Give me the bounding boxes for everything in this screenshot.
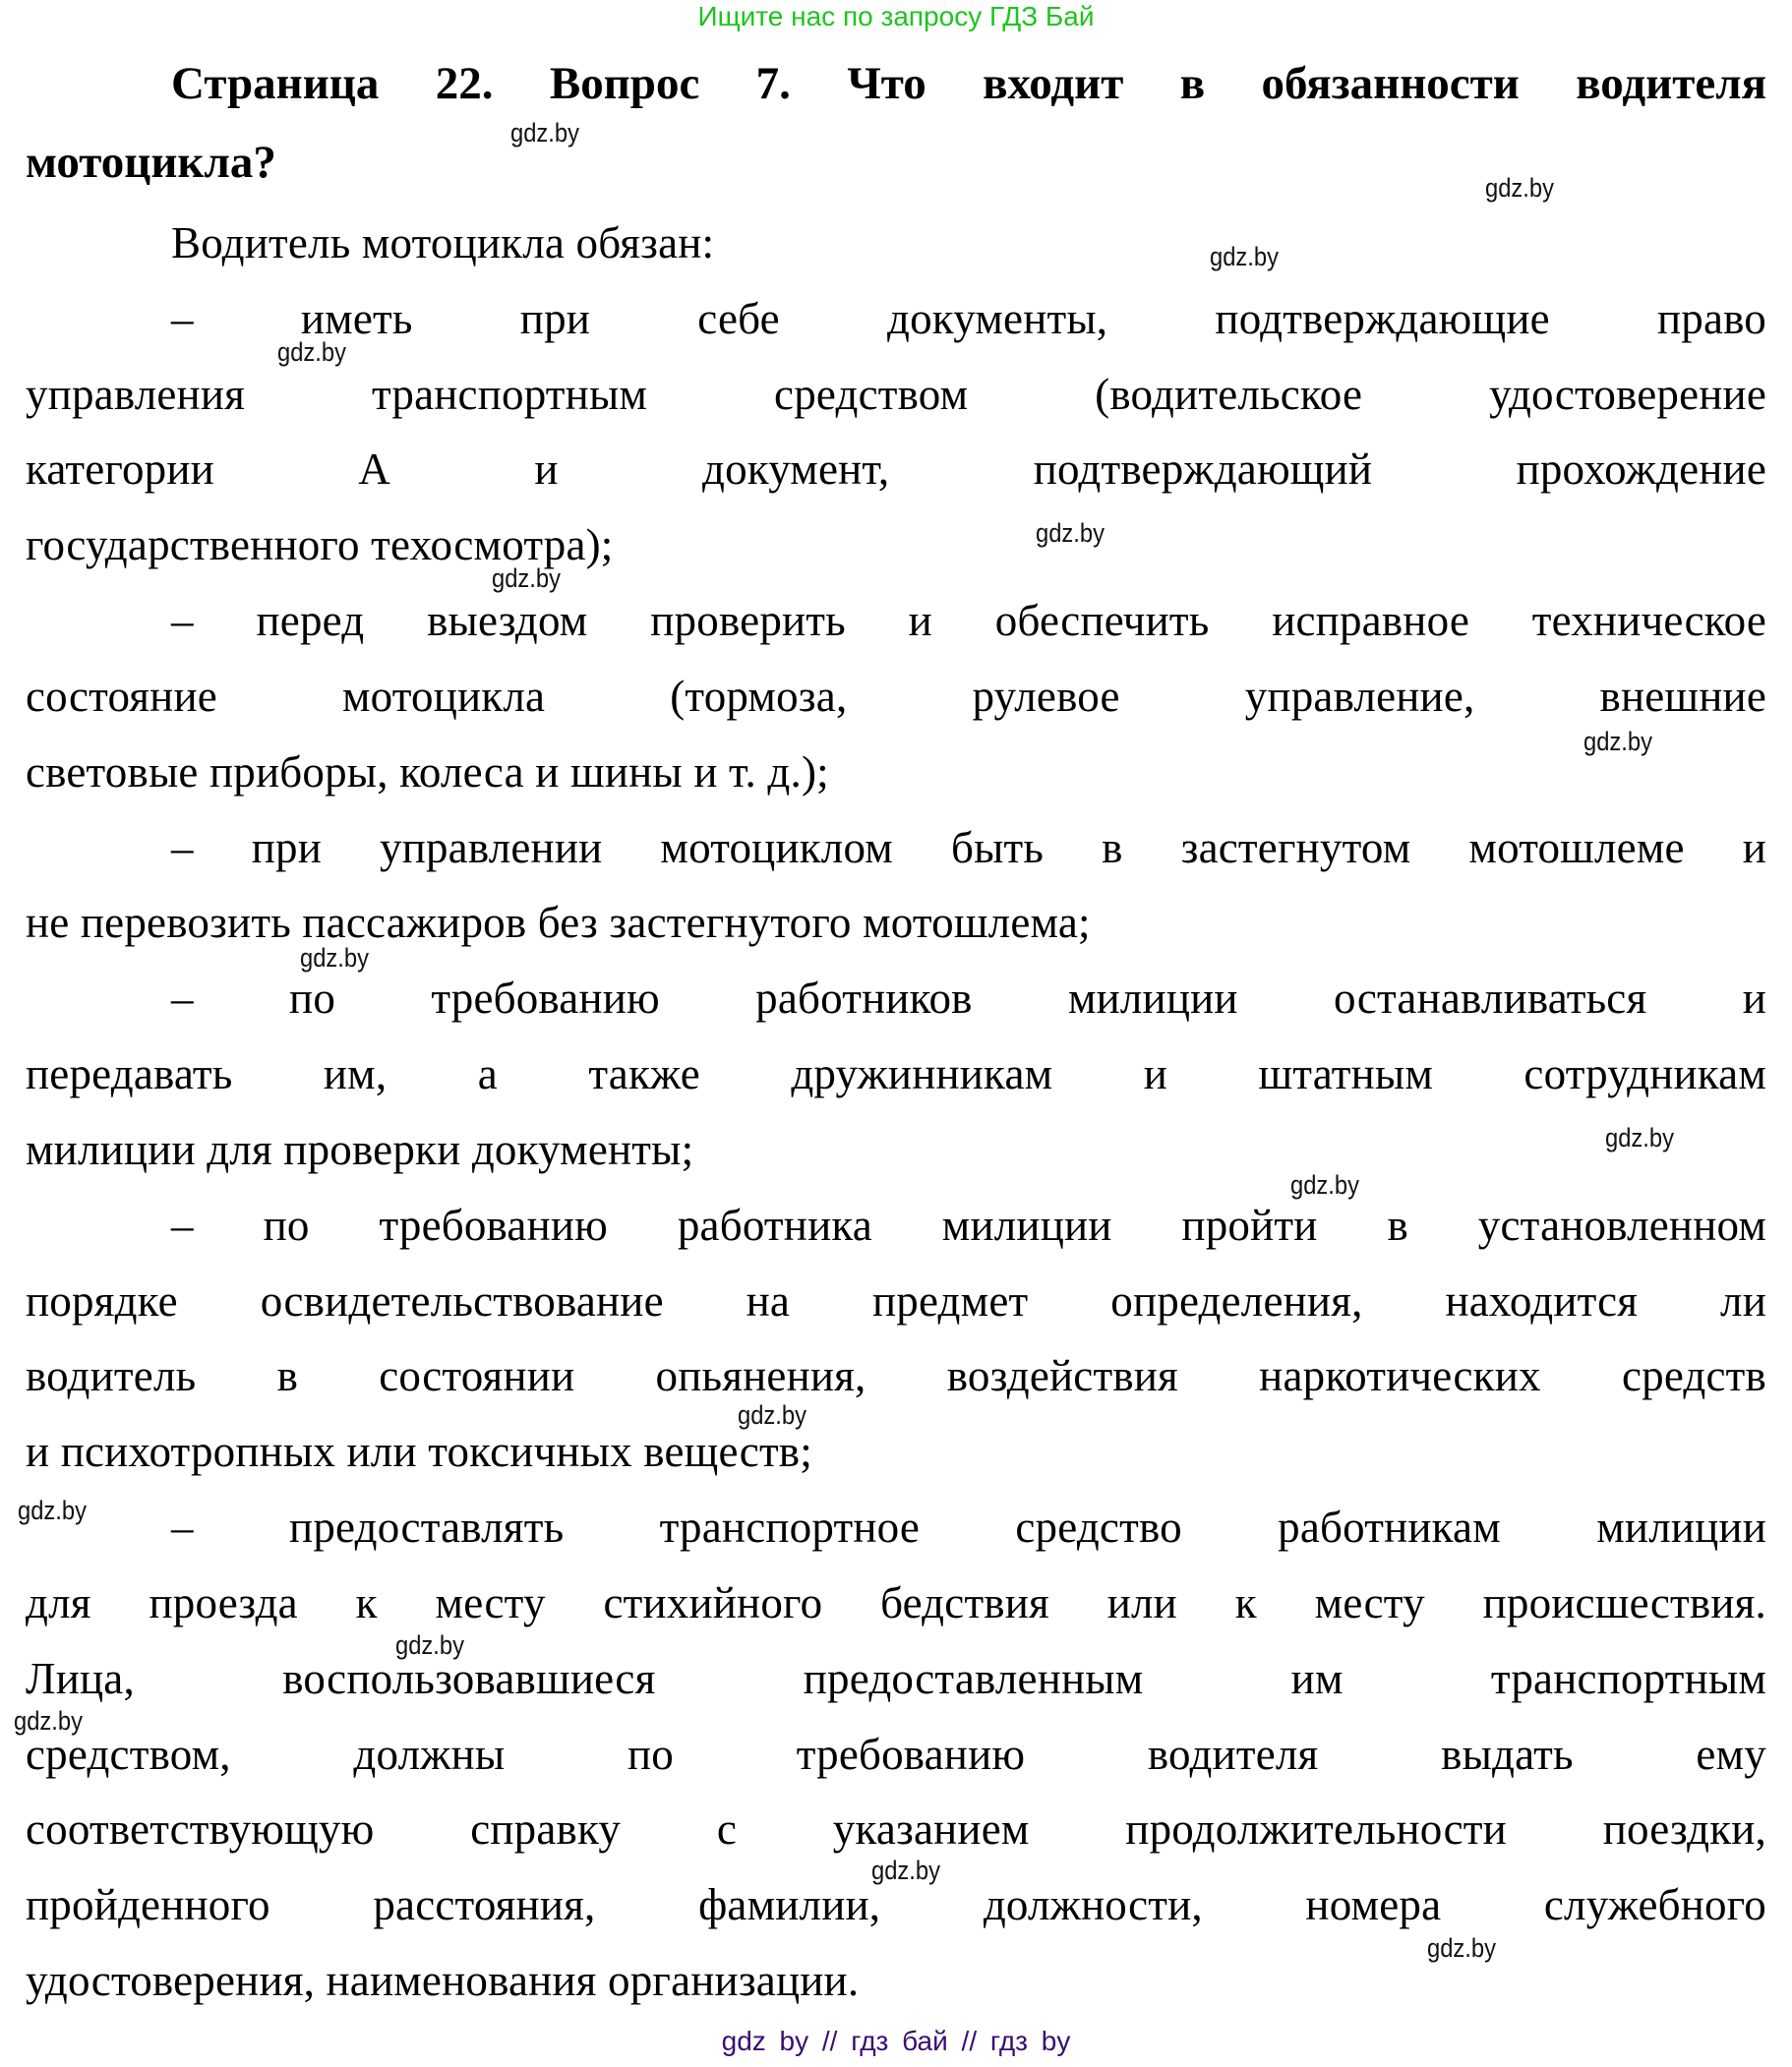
body-line: передавать им, а также дружинникам и штатным сотрудникам xyxy=(26,1049,1766,1098)
watermark: gdz.by xyxy=(277,337,347,367)
watermark: gdz.by xyxy=(1210,242,1280,271)
body-line: Водитель мотоцикла обязан: xyxy=(171,218,715,267)
watermark: gdz.by xyxy=(1290,1170,1360,1200)
watermark: gdz.by xyxy=(492,563,562,593)
body-line: милиции для проверки документы; xyxy=(26,1125,694,1174)
search-hint-banner: Ищите нас по запросу ГДЗ Бай xyxy=(697,1,1095,31)
watermark: gdz.by xyxy=(18,1496,88,1525)
body-line: соответствующую справку с указанием продолжительности поездки, xyxy=(26,1804,1766,1854)
body-line: государственного техосмотра); xyxy=(26,520,614,569)
watermark: gdz.by xyxy=(738,1400,807,1430)
body-line: для проезда к месту стихийного бедствия или к месту происшествия. xyxy=(26,1578,1766,1627)
watermark: gdz.by xyxy=(871,1856,941,1885)
page-title-line-2: мотоцикла? xyxy=(26,137,276,188)
body-line: не перевозить пассажиров без застегнутого мотошлема; xyxy=(26,898,1091,947)
watermark: gdz.by xyxy=(395,1630,465,1660)
watermark: gdz.by xyxy=(300,943,370,973)
page-title-line-1: Страница 22. Вопрос 7. Что входит в обязанности водителя xyxy=(171,58,1766,109)
watermark: gdz.by xyxy=(1485,173,1555,203)
watermark: gdz.by xyxy=(510,118,580,148)
body-line: – по требованию работника милиции пройти в установленном xyxy=(171,1201,1766,1250)
body-line: световые приборы, колеса и шины и т. д.); xyxy=(26,747,829,797)
site-footer-links: gdz by // гдз бай // гдз by xyxy=(721,2026,1071,2056)
watermark: gdz.by xyxy=(1036,518,1105,548)
watermark: gdz.by xyxy=(1427,1933,1497,1963)
body-line: порядке освидетельствование на предмет определения, находится ли xyxy=(26,1276,1766,1326)
body-line: – предоставлять транспортное средство работникам милиции xyxy=(171,1503,1766,1552)
body-line: категории А и документ, подтверждающий прохождение xyxy=(26,444,1766,494)
body-line: управления транспортным средством (водительское удостоверение xyxy=(26,370,1766,419)
watermark: gdz.by xyxy=(14,1706,84,1736)
body-line: – иметь при себе документы, подтверждающие право xyxy=(171,294,1766,343)
body-line: удостоверения, наименования организации. xyxy=(26,1956,860,2005)
body-line: и психотропных или токсичных веществ; xyxy=(26,1427,812,1476)
body-line: – перед выездом проверить и обеспечить исправное техническое xyxy=(171,596,1766,645)
body-line: пройденного расстояния, фамилии, должности, номера служебного xyxy=(26,1880,1766,1929)
watermark: gdz.by xyxy=(1583,727,1653,756)
body-line: водитель в состоянии опьянения, воздействия наркотических средств xyxy=(26,1351,1766,1400)
body-line: Лица, воспользовавшиеся предоставленным им транспортным xyxy=(26,1654,1766,1703)
body-line: состояние мотоцикла (тормоза, рулевое управление, внешние xyxy=(26,672,1766,721)
body-line: – по требованию работников милиции останавливаться и xyxy=(171,974,1766,1023)
body-line: – при управлении мотоциклом быть в застегнутом мотошлеме и xyxy=(171,823,1766,872)
body-line: средством, должны по требованию водителя выдать ему xyxy=(26,1730,1766,1779)
watermark: gdz.by xyxy=(1605,1123,1675,1152)
